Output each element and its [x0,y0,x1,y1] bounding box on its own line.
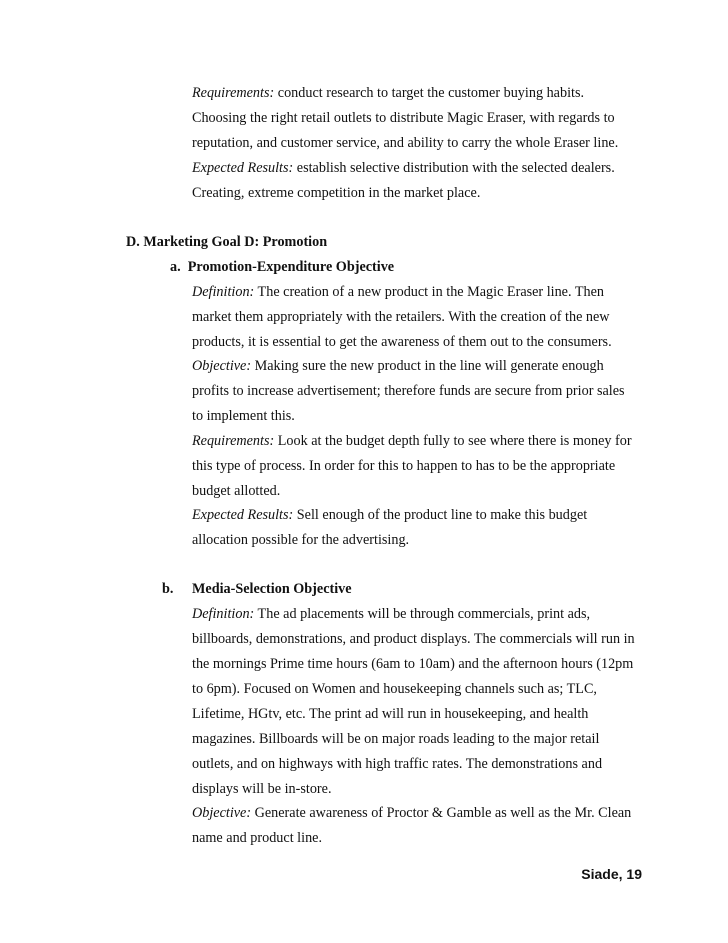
c-text-line: Choosing the right retail outlets to distribute Magic Eraser, with regards to [192,110,615,126]
b-text-line: to 6pm). Focused on Women and housekeeping channels such as; TLC, [192,681,597,697]
b-objective-line: Objective: Generate awareness of Proctor & Gamble as well as the Mr. Clean [192,805,632,821]
c-text-line: Creating, extreme competition in the market place. [192,185,481,201]
a-text-line: allocation possible for the advertising. [192,532,410,548]
definition-label: Definition: [192,606,255,622]
a-objective-line: Objective: Making sure the new product in the line will generate enough [192,358,604,374]
a-text-line: this type of process. In order for this to happen to has to be the appropriate [192,458,616,474]
a-text-line: profits to increase advertisement; therefore funds are secure from prior sales [192,383,625,399]
b-text-line: name and product line. [192,830,323,846]
c-requirements-line: Requirements: conduct research to target the customer buying habits. [192,85,585,101]
sub-a-heading: a. Promotion-Expenditure Objective [170,259,395,275]
sub-b-heading: Media-Selection Objective [192,581,352,597]
expected-results-label: Expected Results: [192,160,294,176]
a-definition-line: Definition: The creation of a new product in the Magic Eraser line. Then [192,284,604,300]
a-requirements-line: Requirements: Look at the budget depth fully to see where there is money for [192,433,632,449]
b-text-line: displays will be in-store. [192,781,332,797]
page-footer: Siade, 19 [581,866,642,882]
b-text-line: outlets, and on highways with high traffic rates. The demonstrations and [192,756,603,772]
objective-label: Objective: [192,805,252,821]
requirements-label: Requirements: [192,85,275,101]
a-text-line: products, it is essential to get the awareness of them out to the consumers. [192,334,612,350]
c-expected-line: Expected Results: establish selective distribution with the selected dealers. [192,160,615,176]
b-text-line: billboards, demonstrations, and product displays. The commercials will run in [192,631,635,647]
expected-results-label: Expected Results: [192,507,294,523]
b-definition-line: Definition: The ad placements will be through commercials, print ads, [192,606,591,622]
b-text-line: magazines. Billboards will be on major roads leading to the major retail [192,731,600,747]
a-expected-line: Expected Results: Sell enough of the product line to make this budget [192,507,588,523]
sub-b-marker: b. [162,581,174,597]
a-text-line: to implement this. [192,408,295,424]
a-text-line: market them appropriately with the retailers. With the creation of the new [192,309,610,325]
definition-label: Definition: [192,284,255,300]
b-text-line: Lifetime, HGtv, etc. The print ad will run in housekeeping, and health [192,706,589,722]
c-text-line: reputation, and customer service, and ability to carry the whole Eraser line. [192,135,619,151]
a-text-line: budget allotted. [192,483,281,499]
requirements-label: Requirements: [192,433,275,449]
objective-label: Objective: [192,358,252,374]
b-text-line: the mornings Prime time hours (6am to 10am) and the afternoon hours (12pm [192,656,634,672]
section-d-heading: D. Marketing Goal D: Promotion [126,234,328,250]
